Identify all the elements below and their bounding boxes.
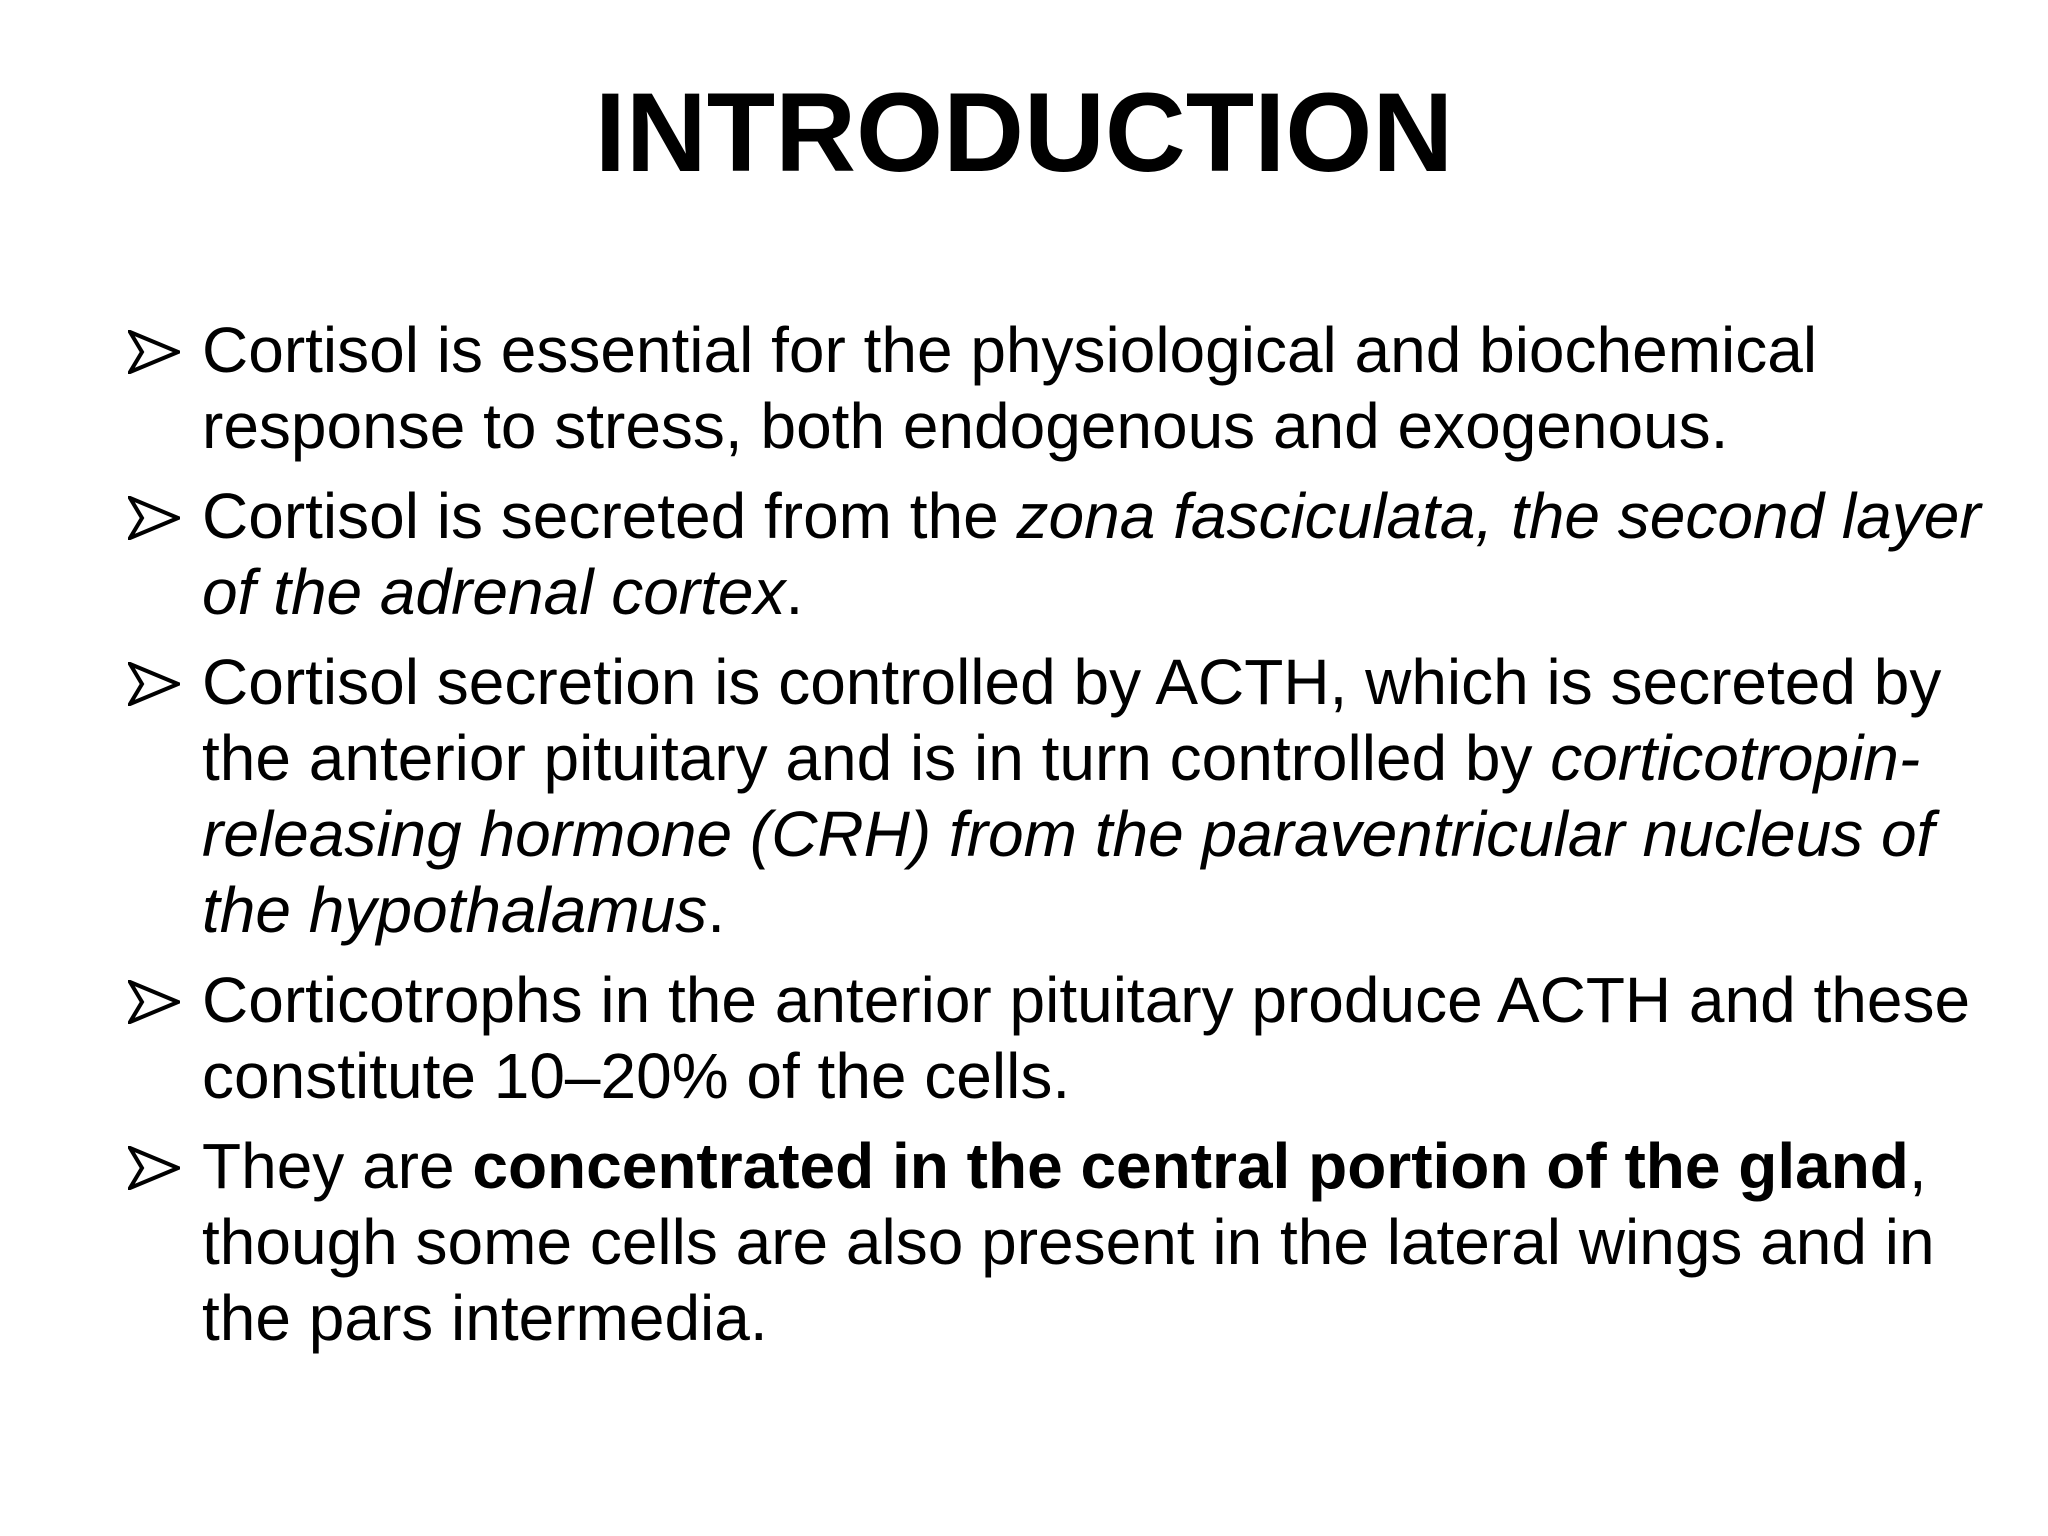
bullet-segment: .	[785, 556, 804, 628]
bullet-segment-bold: concentrated in the central portion of the gland	[472, 1130, 1909, 1202]
arrowhead-bullet-icon	[128, 478, 188, 554]
bullet-item	[128, 644, 1998, 948]
bullet-segment: Cortisol secretion is controlled by ACTH, which is secreted by the anterior pituitary and is in turn controlled by	[202, 646, 1942, 794]
bullet-segment: , though some cells are also present in the lateral wings and in the pars intermedia.	[202, 1130, 1935, 1354]
bullet-item	[128, 962, 1998, 1114]
bullet-item	[128, 478, 1998, 630]
arrowhead-bullet-icon	[128, 1128, 188, 1204]
bullet-segment: Cortisol is essential for the physiological and biochemical response to stress, both endogenous and exogenous.	[202, 314, 1818, 462]
bullet-text	[202, 964, 1970, 1112]
bullet-segment: Cortisol is secreted from the	[202, 480, 1017, 552]
arrowhead-bullet-icon	[128, 312, 188, 388]
bullet-text	[202, 480, 1981, 628]
bullet-text	[202, 1130, 1935, 1354]
bullet-text	[202, 314, 1817, 462]
bullet-item	[128, 1128, 1998, 1356]
bullet-segment: They are	[202, 1130, 473, 1202]
arrowhead-bullet-icon	[128, 962, 188, 1038]
bullet-segment-italic: zona fasciculata, the second layer of the adrenal cortex	[202, 480, 1981, 628]
bullet-list	[128, 312, 1998, 1370]
bullet-segment: .	[707, 874, 725, 946]
bullet-segment-italic: corticotropin-releasing hormone (CRH) from the paraventricular nucleus of the hypothalamus	[202, 722, 1935, 946]
bullet-item	[128, 312, 1998, 464]
bullet-text	[202, 646, 1941, 946]
bullet-segment: Corticotrophs in the anterior pituitary produce ACTH and these constitute 10–20% of the cells.	[202, 964, 1971, 1112]
slide-title: INTRODUCTION	[594, 70, 1454, 195]
arrowhead-bullet-icon	[128, 644, 188, 720]
